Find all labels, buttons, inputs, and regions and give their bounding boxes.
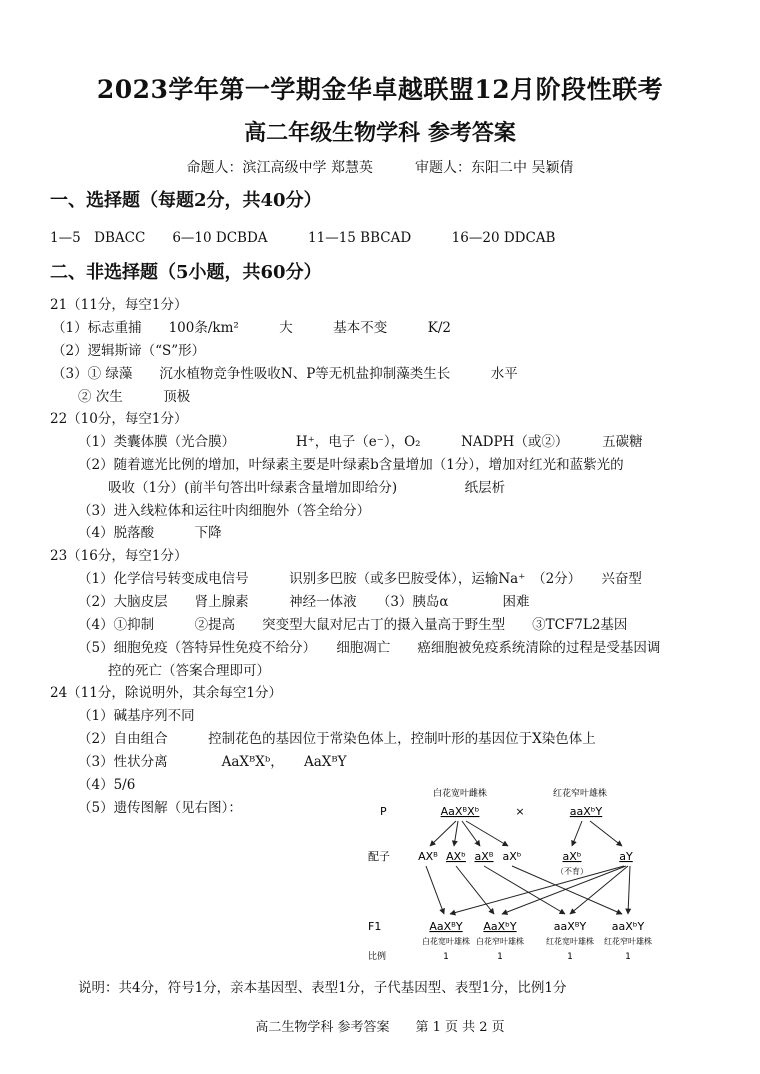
ratio-4: 1 (625, 952, 631, 962)
gamete-5: aXᵇ (562, 850, 582, 863)
q21-line4: ② 次生 顶极 (78, 389, 191, 405)
parent2-phenotype: 红花窄叶雄株 (552, 789, 608, 799)
parent1-genotype: AaXᴮXᵇ (440, 805, 480, 818)
page-subtitle: 高二年级生物学科 参考答案 (244, 120, 516, 146)
ratio-3: 1 (567, 952, 573, 962)
section2-heading: 二、非选择题（5小题，共60分） (50, 262, 322, 283)
q23-line3: （4）①抑制 ②提高 突变型大鼠对尼古丁的摄入量高于野生型 ③TCF7L2基因 (78, 617, 628, 633)
f1-label: F1 (368, 920, 382, 933)
page-footer: 高二生物学科 参考答案 第 1 页 共 2 页 (255, 1020, 505, 1035)
page-title: 2023学年第一学期金华卓越联盟12月阶段性联考 (96, 75, 664, 104)
offspring-4: aaXᵇY (611, 920, 645, 933)
genetic-cross-diagram (360, 780, 680, 965)
cross-symbol: × (515, 805, 525, 818)
q24-head: 24（11分，除说明外，其余每空1分） (50, 685, 282, 701)
ratio-2: 1 (497, 952, 503, 962)
infertile-note: （不育） (556, 867, 588, 876)
gamete-3: aXᴮ (474, 850, 494, 863)
offspring-3: aaXᴮY (553, 920, 587, 933)
offspring-pheno-1: 白花宽叶雄株 (422, 937, 470, 946)
q23-line1: （1）化学信号转变成电信号 识别多巴胺（或多巴胺受体），运输Na⁺ （2分） 兴奋型 (78, 571, 642, 587)
q23-line4: （5）细胞免疫（答特异性免疫不给分） 细胞凋亡 癌细胞被免疫系统清除的过程是受基因调 (78, 640, 661, 656)
q21-line3: （3）① 绿藻 沉水植物竞争性吸收N、P等无机盐抑制藻类生长 水平 (52, 366, 518, 382)
q22-line1: （1）类囊体膜（光合膜） H⁺，电子（e⁻），O₂ NADPH（或②） 五碳糖 (78, 434, 643, 450)
q21-head: 21（11分，每空1分） (50, 297, 188, 313)
gamete-4: aXᵇ (502, 850, 522, 863)
offspring-2: AaXᵇY (483, 920, 517, 933)
q24-line3: （3）性状分离 AaXᴮXᵇ， AaXᴮY (78, 754, 347, 770)
q22-head: 22（10分，每空1分） (50, 411, 188, 427)
q21-line1: （1）标志重捕 100条/km² 大 基本不变 K/2 (52, 320, 452, 336)
choice-answers: 1—5 DBACC 6—10 DCBDA 11—15 BBCAD 16—20 DDCAB (50, 230, 556, 246)
q24-line1: （1）碱基序列不同 (78, 708, 195, 724)
parent1-phenotype: 白花宽叶雌株 (432, 789, 488, 799)
p-label: P (380, 805, 387, 818)
q23-line2: （2）大脑皮层 肾上腺素 神经一体液 （3）胰岛α 困难 (78, 594, 530, 610)
q23-head: 23（16分，每空1分） (50, 548, 188, 564)
gamete-label: 配子 (368, 850, 390, 863)
q22-line5: （4）脱落酸 下降 (78, 525, 222, 541)
section1-heading: 一、选择题（每题2分，共40分） (50, 190, 322, 211)
authors-line: 命题人：滨江高级中学 郑慧英 审题人：东阳二中 吴颖倩 (186, 160, 574, 176)
offspring-pheno-3: 红花宽叶雄株 (546, 937, 594, 946)
offspring-pheno-4: 红花窄叶雄株 (604, 937, 652, 946)
q24-line5: （5）遗传图解（见右图）： (78, 800, 242, 816)
gamete-1: AXᴮ (418, 850, 438, 863)
offspring-1: AaXᴮY (429, 920, 463, 933)
ratio-label: 比例 (368, 952, 387, 962)
q22-line2: （2）随着遮光比例的增加，叶绿素主要是叶绿素b含量增加（1分），增加对红光和蓝紫光的 (78, 457, 624, 473)
q23-line5: 控的死亡（答案合理即可） (108, 663, 270, 679)
ratio-1: 1 (443, 952, 449, 962)
parent2-genotype: aaXᵇY (569, 805, 603, 818)
gamete-6: aY (619, 850, 633, 863)
q22-line3: 吸收（1分）(前半句答出叶绿素含量增加即给分) 纸层析 (108, 480, 506, 496)
q24-line4: （4）5/6 (78, 777, 136, 793)
q24-line2: （2）自由组合 控制花色的基因位于常染色体上，控制叶形的基因位于X染色体上 (78, 731, 596, 747)
q22-line4: （3）进入线粒体和运往叶肉细胞外（答全给分） (78, 503, 371, 519)
q21-line2: （2）逻辑斯谛（“S”形） (52, 343, 206, 359)
gamete-2: AXᵇ (446, 850, 466, 863)
scoring-note: 说明：共4分，符号1分，亲本基因型、表型1分，子代基因型、表型1分，比例1分 (78, 980, 567, 996)
offspring-pheno-2: 白花窄叶雄株 (476, 937, 524, 946)
